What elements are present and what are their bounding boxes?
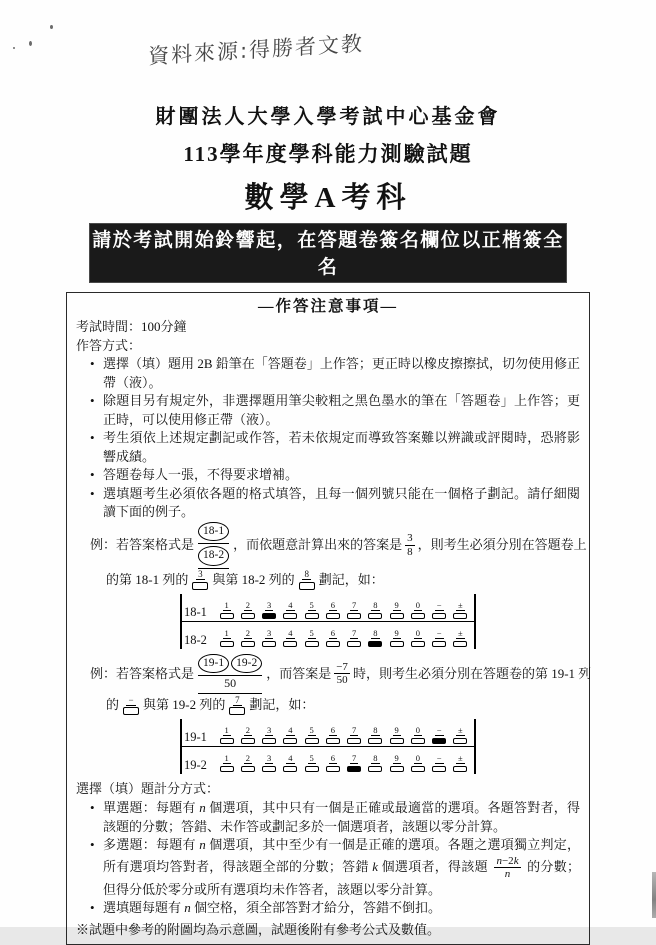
scoring-single-choice: • 單選題：每題有 n 個選項，其中只有一個是正確或最適當的選項。各題答對者，得該題的分數；答錯、未作答或劃記多於一個選項者，該題以零分計算。	[90, 799, 580, 836]
scoring-multi-choice: • 多選題：每題有 n 個選項，其中至少有一個是正確的選項。各題之選項獨立判定，所有選項均答對者，得該題全部的分數；答錯 k 個選項者，得該題 $\frac{n-2k}{n}$ 的分數；但得分低於零分或所有選項均未作答者，該題以零分計算。	[90, 836, 580, 899]
cell-number: ±	[458, 753, 463, 763]
answer-cell-0	[407, 629, 428, 647]
cell-number: 8	[373, 725, 378, 735]
mini-answer-cell-7: 7	[229, 696, 245, 716]
cell-number: 3	[267, 753, 272, 763]
cell-number: 1	[224, 753, 229, 763]
answer-cell-2	[237, 754, 258, 772]
scoring-label: 選擇（填）題計分方式：	[76, 781, 220, 796]
cell-number: 2	[245, 627, 250, 638]
mark-box	[432, 766, 446, 772]
score-fraction: $\frac{n-2k}{n}$	[496, 854, 519, 880]
mark-box	[283, 766, 297, 772]
circled-18-2: 18-2	[198, 546, 229, 566]
cell-number: 1	[224, 725, 229, 735]
cell-number: 6	[330, 725, 335, 735]
mark-box	[390, 766, 404, 772]
mark-box	[326, 738, 340, 744]
scan-speck	[13, 47, 15, 49]
cell-number: 7	[352, 753, 357, 763]
cell-number: 4	[288, 725, 293, 735]
answer-cell-−	[429, 754, 450, 772]
subject-title: 數學A考科	[244, 182, 412, 214]
answer-cell-−	[429, 601, 450, 619]
mark-box	[411, 766, 425, 772]
row-label: 19-1	[184, 730, 207, 744]
row-label: 18-1	[184, 604, 207, 619]
example-19-mid: ，而答案是	[266, 665, 332, 681]
cell-number: 3	[267, 627, 272, 638]
mark-box	[453, 641, 467, 647]
cell-number: 4	[288, 753, 293, 763]
denominator-50: 50	[224, 676, 237, 690]
cell-number: 2	[245, 599, 250, 610]
answer-cell-4	[280, 754, 301, 772]
mark-box	[241, 613, 255, 619]
mark-box	[390, 641, 404, 647]
cell-number: 9	[394, 627, 399, 638]
answer-cell-±	[450, 726, 471, 744]
cell-number: 7	[352, 599, 357, 610]
row-label: 18-2	[184, 632, 207, 647]
example-18-line2: 的第 18-1 列的 3 與第 18-2 列的 8 劃記，如：	[106, 570, 580, 590]
answer-cell-2	[237, 726, 258, 744]
cell-number: 1	[224, 599, 229, 610]
answer-cell-3	[259, 726, 280, 744]
answer-cell-7	[344, 726, 365, 744]
mark-box	[220, 738, 234, 744]
mark-box	[347, 738, 361, 744]
answer-cell-3	[259, 754, 280, 772]
cell-number: 9	[394, 599, 399, 610]
answer-cell-9	[386, 629, 407, 647]
circled-18-1: 18-1	[198, 522, 229, 542]
example-19-line2: 的 − 與第 19-2 列的 7 劃記，如：	[106, 695, 580, 715]
answer-cell-8	[365, 726, 386, 744]
answer-cell-1	[216, 726, 237, 744]
example-18-line1	[90, 522, 587, 569]
answer-grid-row	[182, 719, 474, 746]
exam-time: 考試時間：100分鐘	[76, 319, 187, 334]
mark-box	[432, 613, 446, 619]
example-18-suffix: ，則考生必須分別在答題卷上	[417, 537, 587, 552]
mini-answer-cell-8: 8	[299, 570, 315, 590]
cell-number: 0	[415, 753, 420, 763]
answer-format-18	[198, 522, 229, 569]
answer-cell-−	[429, 629, 450, 647]
method-bullet: • 選擇（填）題用 2B 鉛筆在「答題卷」上作答；更正時以橡皮擦擦拭，切勿使用修正帶（液）。	[90, 355, 580, 392]
answer-grid-row	[182, 622, 474, 649]
example-19-prefix: 例：若答案格式是	[90, 665, 195, 681]
method-bullet: • 答題卷每人一張，不得要求增補。	[90, 466, 580, 485]
answer-cell-9	[386, 754, 407, 772]
mark-box	[241, 641, 255, 647]
cell-number: 3	[267, 725, 272, 735]
mark-box	[411, 613, 425, 619]
mark-box	[453, 613, 467, 619]
scan-speck	[29, 41, 32, 46]
cell-number: 4	[288, 599, 293, 610]
cell-number: −	[436, 753, 442, 763]
cell-number: −	[436, 627, 442, 638]
mark-box	[368, 766, 382, 772]
cell-number: 7	[352, 627, 357, 638]
cell-number: 8	[373, 753, 378, 763]
mark-box-filled	[347, 766, 361, 772]
mark-box	[453, 738, 467, 744]
organization-title: 財團法人大學入學考試中心基金會	[155, 106, 501, 128]
cell-number: 1	[224, 627, 229, 638]
notice-box	[66, 292, 590, 945]
mark-box	[283, 641, 297, 647]
mark-box	[192, 582, 208, 590]
answer-cell-0	[407, 601, 428, 619]
signature-instruction-banner: 請於考試開始鈴響起，在答題卷簽名欄位以正楷簽全名	[89, 223, 567, 283]
answer-cell-1	[216, 629, 237, 647]
method-bullet: • 除題目另有規定外，非選擇題用筆尖較粗之黑色墨水的筆在「答題卷」上作答；更正時，可以使用修正帶（液）。	[90, 392, 580, 429]
example-19-line1	[90, 654, 592, 695]
cell-number: ±	[458, 725, 463, 735]
mark-box	[411, 738, 425, 744]
cell-number: 5	[309, 599, 314, 610]
mark-box	[220, 766, 234, 772]
mark-box	[283, 738, 297, 744]
mark-box	[241, 738, 255, 744]
mark-box	[283, 613, 297, 619]
answer-cell-1	[216, 601, 237, 619]
mark-box-filled	[432, 738, 446, 744]
answer-cell-6	[322, 754, 343, 772]
mark-box	[262, 738, 276, 744]
answer-fraction-neg7-50: −7 50	[336, 660, 348, 687]
cell-number: 4	[288, 627, 293, 638]
mark-box	[411, 641, 425, 647]
underline-bar	[198, 693, 262, 694]
mark-box	[220, 613, 234, 619]
mark-box	[326, 766, 340, 772]
circled-19-2: 19-2	[231, 654, 262, 674]
answer-cell-8	[365, 754, 386, 772]
answer-cell-7	[344, 754, 365, 772]
answer-cell-±	[450, 754, 471, 772]
mark-box	[347, 641, 361, 647]
answer-cell-0	[407, 726, 428, 744]
answer-cell-6	[322, 601, 343, 619]
mark-box	[241, 766, 255, 772]
footnote: ※試題中參考的附圖均為示意圖，試題後附有參考公式及數值。	[76, 921, 441, 937]
answer-cell-6	[322, 726, 343, 744]
answer-cell-3	[259, 601, 280, 619]
answer-cell-8	[365, 629, 386, 647]
method-label: 作答方式：	[76, 338, 142, 353]
mark-box-filled	[368, 641, 382, 647]
answer-cell-5	[301, 601, 322, 619]
cell-number: 8	[373, 599, 378, 610]
answer-cell-−	[429, 726, 450, 744]
fraction-bar	[198, 543, 229, 544]
answer-cell-5	[301, 754, 322, 772]
cell-number: 6	[330, 599, 335, 610]
answer-grid-row	[182, 747, 474, 774]
answer-cell-8	[365, 601, 386, 619]
circled-19-1: 19-1	[198, 654, 229, 674]
mark-box	[305, 613, 319, 619]
cell-number: 6	[330, 753, 335, 763]
cell-number: 0	[415, 627, 420, 638]
answer-cell-2	[237, 601, 258, 619]
cell-number: −	[436, 599, 442, 610]
answer-fraction-3-8: 3 8	[407, 532, 413, 558]
answer-cell-5	[301, 629, 322, 647]
mark-box	[453, 766, 467, 772]
cell-number: 7	[352, 725, 357, 735]
row-label: 19-2	[184, 758, 207, 772]
cell-number: 8	[373, 627, 378, 638]
answer-cell-4	[280, 629, 301, 647]
cell-number: 9	[394, 725, 399, 735]
method-bullet-list	[76, 355, 580, 522]
mark-box	[305, 641, 319, 647]
mini-answer-cell-3: 3	[192, 570, 208, 590]
mark-box	[326, 641, 340, 647]
cell-number: 6	[330, 627, 335, 638]
answer-cell-5	[301, 726, 322, 744]
mark-box	[432, 641, 446, 647]
answer-cell-2	[237, 629, 258, 647]
cell-number: −	[436, 725, 442, 735]
answer-cell-1	[216, 754, 237, 772]
mark-box	[326, 613, 340, 619]
scan-speck	[50, 25, 53, 29]
handwritten-source-note: 資料來源:得勝者文教	[148, 31, 364, 69]
answer-cell-7	[344, 601, 365, 619]
cell-number: 9	[394, 753, 399, 763]
scoring-fill-in: • 選填題每題有 n 個空格，須全部答對才給分，答錯不倒扣。	[90, 899, 580, 918]
cell-number: 3	[267, 599, 272, 610]
mark-box	[305, 766, 319, 772]
cell-number: 0	[415, 599, 420, 610]
answer-cell-7	[344, 629, 365, 647]
mark-box	[347, 613, 361, 619]
method-bullet: • 考生須依上述規定劃記或作答，若未依規定而導致答案難以辨識或評閱時，恐將影響成績。	[90, 429, 580, 466]
cell-number: 5	[309, 627, 314, 638]
mark-box	[390, 613, 404, 619]
answer-cell-3	[259, 629, 280, 647]
mark-box	[368, 613, 382, 619]
example-18-mid: ，而依題意計算出來的答案是	[233, 537, 403, 552]
scan-edge-smudge	[652, 872, 656, 918]
cell-number: ±	[458, 627, 463, 638]
mark-box	[368, 738, 382, 744]
mark-box	[229, 707, 245, 715]
cell-number: 0	[415, 725, 420, 735]
exam-title: 113學年度學科能力測驗試題	[183, 142, 473, 166]
answer-cell-±	[450, 601, 471, 619]
answer-cell-4	[280, 601, 301, 619]
answer-grid-row	[182, 594, 474, 621]
mark-box	[390, 738, 404, 744]
answer-cell-4	[280, 726, 301, 744]
answer-cell-9	[386, 726, 407, 744]
mark-box-filled	[262, 613, 276, 619]
cell-number: ±	[458, 599, 463, 610]
answer-cell-6	[322, 629, 343, 647]
answer-grid-18	[180, 594, 476, 649]
mark-box	[262, 641, 276, 647]
cell-number: 5	[309, 753, 314, 763]
example-19-suffix: 時，則考生必須分別在答題卷的第 19-1 列	[352, 665, 592, 681]
notice-header: —作答注意事項—	[257, 298, 398, 315]
answer-cell-9	[386, 601, 407, 619]
mark-box	[299, 582, 315, 590]
mark-box	[123, 707, 139, 715]
mini-answer-cell-minus: −	[123, 696, 139, 716]
mark-box	[220, 641, 234, 647]
example-18-prefix: 例：若答案格式是	[90, 537, 195, 552]
cell-number: 2	[245, 753, 250, 763]
cell-number: 2	[245, 725, 250, 735]
method-bullet: • 選填題考生必須依各題的格式填答，且每一個列號只能在一個格子劃記。請仔細閱讀下面的例子。	[90, 485, 580, 522]
scoring-bullet-list	[76, 799, 580, 918]
answer-grid-19	[180, 719, 476, 774]
answer-cell-±	[450, 629, 471, 647]
answer-cell-0	[407, 754, 428, 772]
cell-number: 5	[309, 725, 314, 735]
mark-box	[305, 738, 319, 744]
mark-box	[262, 766, 276, 772]
answer-format-19	[198, 654, 262, 695]
